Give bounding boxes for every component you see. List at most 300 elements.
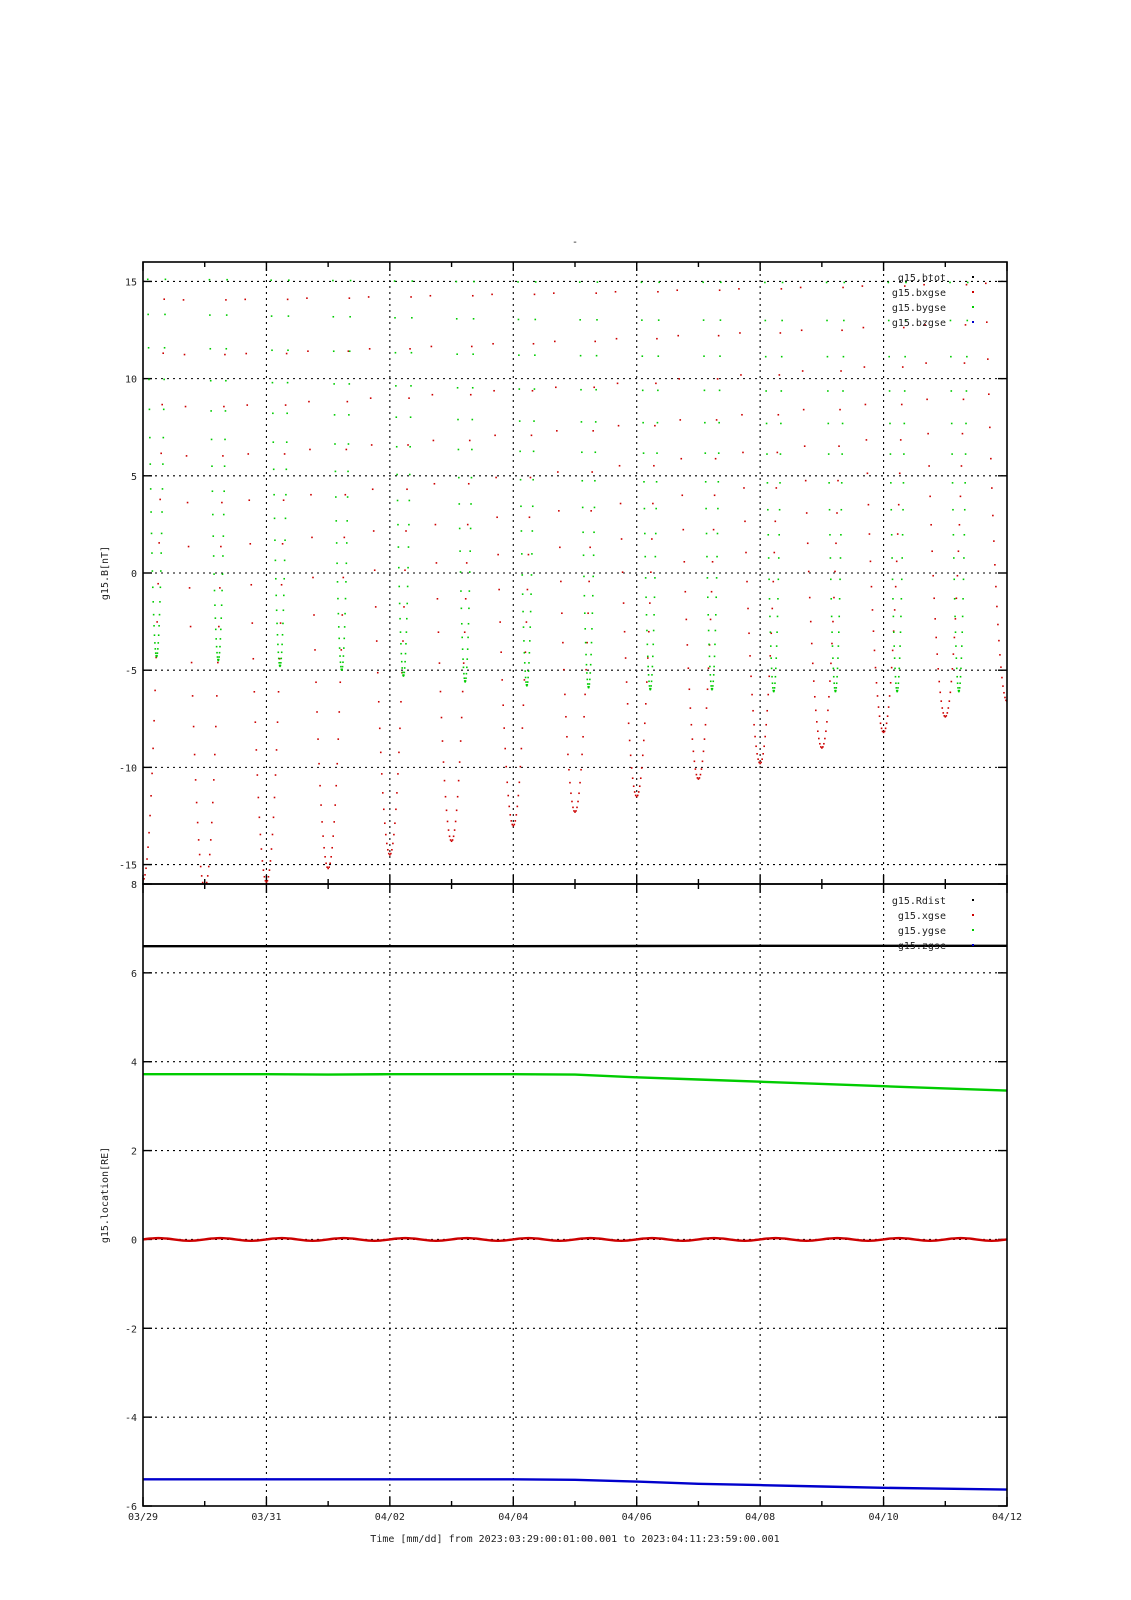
data-point — [496, 516, 498, 518]
data-point — [337, 598, 339, 600]
data-point — [693, 751, 695, 753]
data-point — [641, 319, 643, 321]
data-point — [823, 743, 825, 745]
data-point — [826, 320, 828, 322]
data-point — [430, 295, 432, 297]
data-point — [868, 504, 870, 506]
data-point — [746, 581, 748, 583]
legend-label: g15.bxgse — [891, 288, 946, 299]
data-point — [456, 281, 458, 283]
data-point — [146, 858, 148, 860]
data-point — [594, 480, 596, 482]
data-point — [964, 482, 966, 484]
data-point — [275, 774, 277, 776]
data-point — [135, 815, 137, 817]
data-point — [408, 397, 410, 399]
data-point — [900, 631, 902, 633]
data-point — [164, 347, 166, 349]
x-tick-label: 04/02 — [374, 1512, 405, 1523]
data-point — [393, 242, 395, 244]
data-point — [641, 767, 643, 769]
y-tick-label: 10 — [124, 374, 137, 386]
data-point — [137, 846, 139, 848]
data-point — [153, 720, 155, 722]
data-point — [285, 518, 287, 520]
data-point — [930, 524, 932, 526]
data-point — [283, 609, 285, 611]
data-point — [590, 510, 592, 512]
data-point — [753, 724, 755, 726]
data-point — [513, 824, 515, 826]
data-point — [577, 801, 579, 803]
data-point — [518, 354, 520, 356]
data-point — [267, 880, 269, 882]
data-point — [278, 691, 280, 693]
data-point — [162, 463, 164, 465]
data-point — [528, 670, 530, 672]
data-point — [770, 645, 772, 647]
data-point — [148, 347, 150, 349]
data-point — [517, 806, 519, 808]
data-point — [392, 843, 394, 845]
data-point — [866, 439, 868, 441]
data-point — [810, 621, 812, 623]
data-point — [1004, 697, 1006, 699]
data-point — [625, 657, 627, 659]
data-point — [160, 586, 162, 588]
data-point — [498, 589, 500, 591]
data-point — [282, 634, 284, 636]
data-point — [527, 677, 529, 679]
data-point — [656, 452, 658, 454]
data-point — [898, 504, 900, 506]
data-point — [439, 662, 441, 664]
data-point — [332, 835, 334, 837]
data-point — [336, 763, 338, 765]
data-point — [162, 488, 164, 490]
data-point — [588, 686, 590, 688]
data-point — [219, 646, 221, 648]
legend-marker — [972, 306, 974, 308]
data-point — [769, 616, 771, 618]
data-point — [589, 547, 591, 549]
data-point — [832, 621, 834, 623]
data-point — [350, 242, 352, 244]
data-point — [148, 832, 150, 834]
data-point — [307, 350, 309, 352]
data-point — [134, 795, 136, 797]
x-tick-label: 04/04 — [498, 1512, 529, 1523]
data-point — [333, 350, 335, 352]
data-point — [716, 556, 718, 558]
data-point — [287, 299, 289, 301]
data-point — [368, 296, 370, 298]
data-point — [643, 481, 645, 483]
data-point — [683, 561, 685, 563]
data-point — [709, 666, 711, 668]
data-point — [223, 490, 225, 492]
data-point — [652, 656, 654, 658]
data-point — [156, 621, 158, 623]
data-point — [274, 539, 276, 541]
data-point — [346, 449, 348, 451]
data-point — [526, 684, 528, 686]
data-point — [705, 508, 707, 510]
data-point — [531, 574, 533, 576]
legend-label: g15.bygse — [891, 303, 946, 314]
data-point — [399, 618, 401, 620]
data-point — [961, 631, 963, 633]
data-point — [895, 586, 897, 588]
data-point — [962, 616, 964, 618]
data-point — [380, 752, 382, 754]
data-point — [888, 356, 890, 358]
data-point — [344, 613, 346, 615]
data-point — [411, 242, 413, 244]
data-point — [273, 817, 275, 819]
data-point — [895, 676, 897, 678]
data-point — [830, 598, 832, 600]
data-point — [841, 482, 843, 484]
data-point — [956, 657, 958, 659]
data-point — [715, 614, 717, 616]
data-point — [903, 482, 905, 484]
data-point — [940, 700, 942, 702]
data-point — [391, 849, 393, 851]
data-point — [650, 685, 652, 687]
data-point — [147, 314, 149, 316]
data-point — [377, 672, 379, 674]
data-point — [967, 282, 969, 284]
data-point — [839, 598, 841, 600]
data-point — [527, 681, 529, 683]
data-point — [999, 654, 1001, 656]
data-point — [461, 608, 463, 610]
data-point — [212, 490, 214, 492]
data-point — [215, 617, 217, 619]
data-point — [804, 445, 806, 447]
data-point — [961, 657, 963, 659]
series-line — [143, 1479, 1007, 1489]
data-point — [149, 409, 151, 411]
data-point — [529, 516, 531, 518]
data-point — [157, 642, 159, 644]
data-point — [348, 383, 350, 385]
data-point — [210, 380, 212, 382]
data-point — [689, 688, 691, 690]
data-point — [349, 316, 351, 318]
data-point — [225, 299, 227, 301]
data-point — [244, 299, 246, 301]
data-point — [470, 394, 472, 396]
data-point — [889, 423, 891, 425]
data-point — [508, 806, 510, 808]
data-point — [208, 242, 210, 244]
data-point — [619, 465, 621, 467]
data-point — [534, 294, 536, 296]
data-point — [317, 738, 319, 740]
data-point — [224, 465, 226, 467]
data-point — [343, 647, 345, 649]
data-point — [220, 638, 222, 640]
data-point — [901, 404, 903, 406]
data-point — [861, 242, 863, 244]
data-point — [337, 581, 339, 583]
data-point — [833, 597, 835, 599]
data-point — [571, 801, 573, 803]
data-point — [521, 553, 523, 555]
data-point — [319, 785, 321, 787]
data-point — [876, 682, 878, 684]
data-point — [516, 814, 518, 816]
data-point — [155, 652, 157, 654]
data-point — [272, 382, 274, 384]
data-point — [892, 598, 894, 600]
data-point — [340, 649, 342, 651]
data-point — [844, 242, 846, 244]
data-point — [437, 598, 439, 600]
data-point — [344, 537, 346, 539]
data-point — [381, 773, 383, 775]
data-point — [701, 768, 703, 770]
data-point — [829, 534, 831, 536]
data-point — [132, 748, 134, 750]
data-point — [583, 716, 585, 718]
data-point — [904, 356, 906, 358]
data-point — [950, 692, 952, 694]
data-point — [501, 679, 503, 681]
data-point — [222, 455, 224, 457]
data-point — [925, 362, 927, 364]
data-point — [337, 738, 339, 740]
data-point — [967, 242, 969, 244]
data-point — [822, 746, 824, 748]
data-point — [554, 341, 556, 343]
data-point — [147, 279, 149, 281]
data-point — [992, 515, 994, 517]
data-point — [209, 279, 211, 281]
data-point — [827, 390, 829, 392]
data-point — [338, 626, 340, 628]
data-point — [869, 533, 871, 535]
data-point — [767, 694, 769, 696]
data-point — [334, 804, 336, 806]
data-point — [836, 512, 838, 514]
plot-frame — [143, 884, 1007, 1506]
data-point — [214, 604, 216, 606]
y-tick-label: -5 — [124, 666, 137, 678]
data-point — [410, 416, 412, 418]
data-point — [815, 710, 817, 712]
data-point — [923, 284, 925, 286]
data-point — [160, 552, 162, 554]
data-point — [953, 534, 955, 536]
data-point — [865, 404, 867, 406]
data-point — [225, 410, 227, 412]
data-point — [586, 672, 588, 674]
data-point — [656, 338, 658, 340]
data-point — [879, 715, 881, 717]
data-point — [530, 611, 532, 613]
data-point — [807, 542, 809, 544]
data-point — [777, 452, 779, 454]
data-point — [901, 557, 903, 559]
data-point — [522, 593, 524, 595]
data-point — [741, 414, 743, 416]
data-point — [963, 579, 965, 581]
data-point — [461, 623, 463, 625]
data-point — [385, 834, 387, 836]
data-point — [831, 616, 833, 618]
data-point — [956, 668, 958, 670]
data-point — [443, 761, 445, 763]
data-point — [678, 378, 680, 380]
data-point — [136, 832, 138, 834]
data-point — [156, 655, 158, 657]
data-point — [456, 353, 458, 355]
data-point — [898, 676, 900, 678]
data-point — [335, 785, 337, 787]
data-point — [490, 242, 492, 244]
data-point — [378, 701, 380, 703]
data-point — [875, 667, 877, 669]
data-point — [1012, 666, 1014, 668]
data-point — [955, 618, 957, 620]
data-point — [575, 810, 577, 812]
data-point — [715, 630, 717, 632]
data-point — [524, 662, 526, 664]
data-point — [213, 555, 215, 557]
data-point — [776, 631, 778, 633]
data-point — [460, 590, 462, 592]
data-point — [158, 542, 160, 544]
data-point — [185, 406, 187, 408]
data-point — [153, 614, 155, 616]
data-point — [654, 425, 656, 427]
data-point — [706, 533, 708, 535]
data-point — [348, 443, 350, 445]
data-point — [534, 319, 536, 321]
data-point — [657, 355, 659, 357]
data-point — [154, 690, 156, 692]
data-point — [761, 758, 763, 760]
x-tick-label: 03/31 — [251, 1512, 282, 1523]
data-point — [650, 688, 652, 690]
data-point — [838, 445, 840, 447]
data-point — [658, 242, 660, 244]
data-point — [654, 577, 656, 579]
data-point — [702, 761, 704, 763]
data-point — [990, 458, 992, 460]
data-point — [400, 631, 402, 633]
data-point — [165, 242, 167, 244]
data-point — [655, 556, 657, 558]
data-point — [624, 631, 626, 633]
data-point — [993, 540, 995, 542]
data-point — [931, 550, 933, 552]
data-point — [561, 612, 563, 614]
data-point — [334, 443, 336, 445]
data-point — [350, 242, 352, 244]
data-point — [589, 679, 591, 681]
data-point — [936, 653, 938, 655]
y-tick-label: -6 — [124, 1502, 137, 1513]
data-point — [906, 242, 908, 244]
data-point — [584, 628, 586, 630]
data-point — [519, 782, 521, 784]
data-point — [523, 626, 525, 628]
data-point — [221, 502, 223, 504]
data-point — [583, 554, 585, 556]
data-point — [211, 439, 213, 441]
data-point — [458, 503, 460, 505]
data-point — [281, 644, 283, 646]
data-point — [874, 650, 876, 652]
data-point — [223, 535, 225, 537]
data-point — [219, 587, 221, 589]
data-point — [462, 691, 464, 693]
data-point — [124, 453, 126, 455]
data-point — [713, 529, 715, 531]
data-point — [585, 669, 587, 671]
data-point — [649, 685, 651, 687]
data-point — [346, 562, 348, 564]
data-point — [164, 314, 166, 316]
data-point — [646, 681, 648, 683]
data-point — [893, 616, 895, 618]
data-point — [966, 390, 968, 392]
data-point — [223, 406, 225, 408]
data-point — [620, 503, 622, 505]
data-point — [280, 622, 282, 624]
data-point — [740, 374, 742, 376]
data-point — [277, 634, 279, 636]
data-point — [328, 866, 330, 868]
data-point — [160, 570, 162, 572]
data-point — [891, 557, 893, 559]
data-point — [814, 696, 816, 698]
data-point — [271, 315, 273, 317]
magnetic-field-panel — [100, 242, 1030, 889]
data-point — [260, 834, 262, 836]
data-point — [838, 645, 840, 647]
data-point — [210, 839, 212, 841]
data-point — [589, 683, 591, 685]
data-point — [657, 390, 659, 392]
data-point — [523, 640, 525, 642]
data-point — [710, 674, 712, 676]
data-point — [688, 667, 690, 669]
data-point — [840, 370, 842, 372]
data-point — [833, 668, 835, 670]
series-g15-xgse — [143, 1238, 1007, 1241]
legend-marker — [972, 291, 974, 293]
data-point — [460, 740, 462, 742]
data-point — [953, 557, 955, 559]
data-point — [591, 642, 593, 644]
data-point — [1010, 685, 1012, 687]
data-point — [960, 676, 962, 678]
data-point — [463, 662, 465, 664]
data-point — [212, 802, 214, 804]
data-point — [285, 494, 287, 496]
data-point — [316, 711, 318, 713]
data-point — [712, 688, 714, 690]
data-point — [468, 623, 470, 625]
data-point — [553, 292, 555, 294]
data-point — [287, 382, 289, 384]
data-point — [720, 242, 722, 244]
